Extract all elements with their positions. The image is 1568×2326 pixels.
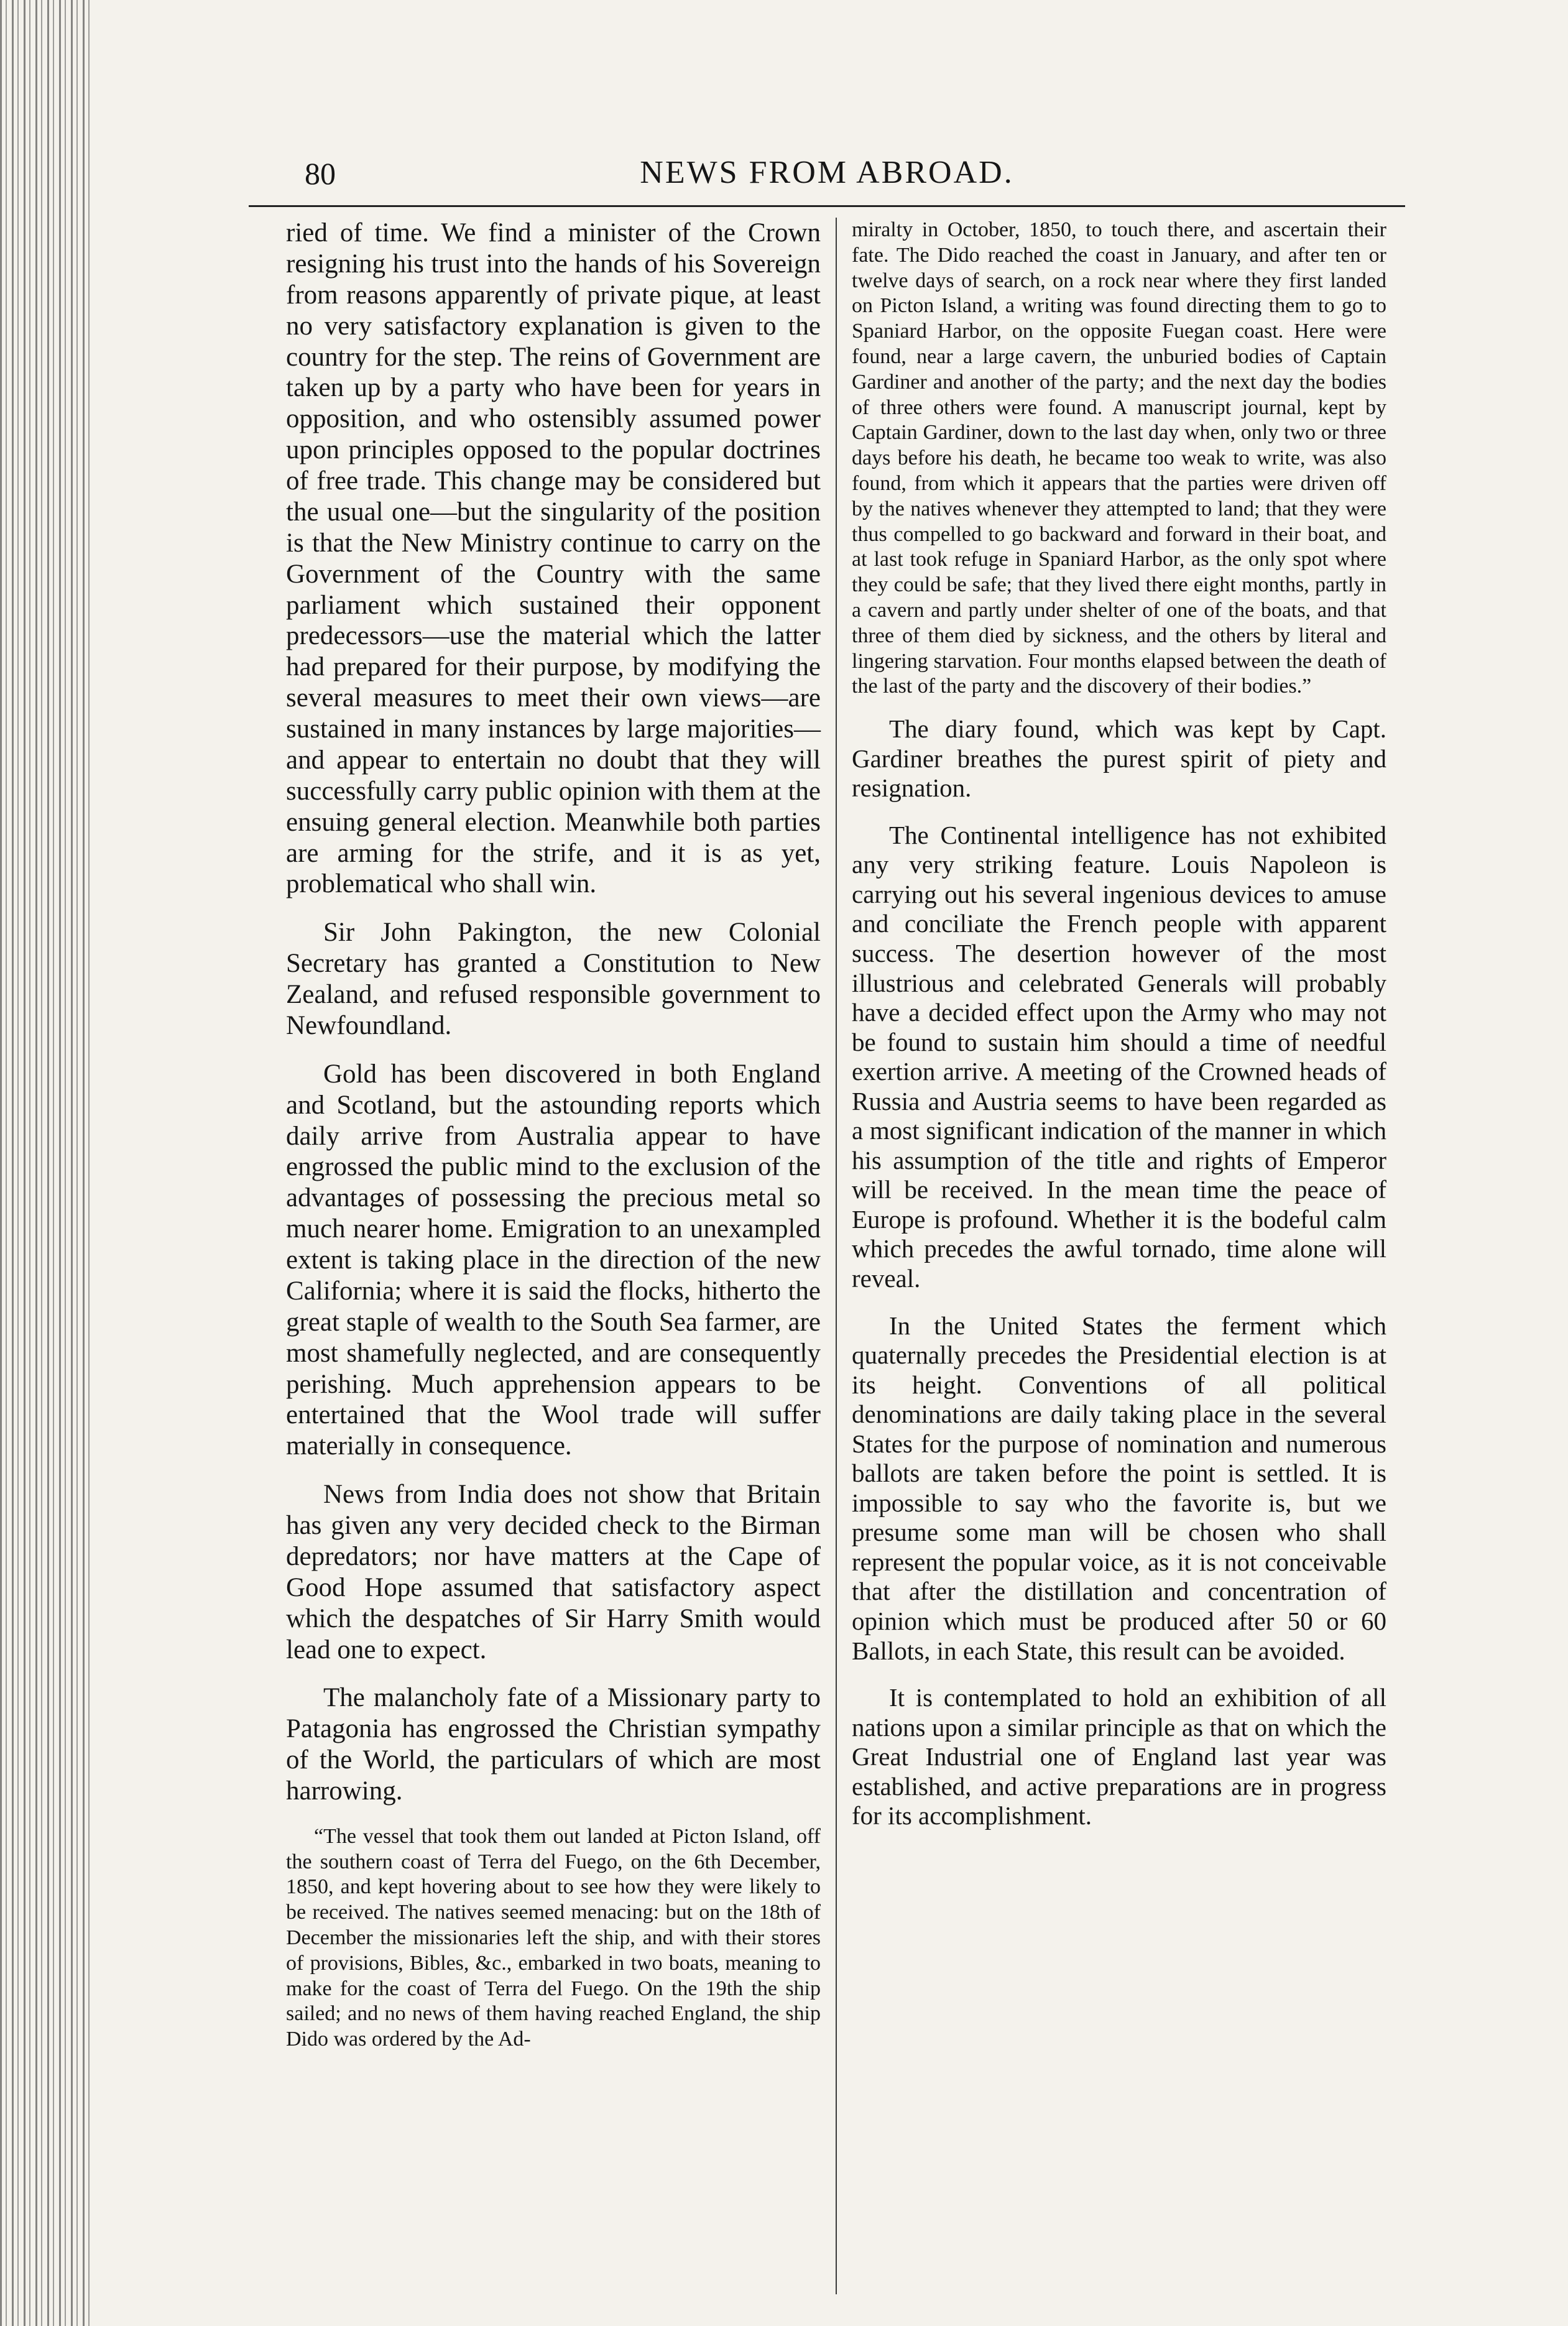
paragraph: Gold has been discovered in both England and Scotland, but the astounding reports which daily arrive from Australia appear to have engrossed the public mind to the exclusion of the advantages of possessing the precious metal so much nearer home. Emigration to an unexampled extent is taking place in the direction of the new California; where it is said the flocks, hitherto the great staple of wealth to the South Sea farmer, are most shamefully neglected, and are consequently perishing. Much apprehension appears to be entertained that the Wool trade will suffer materially in consequence.: [286, 1059, 821, 1461]
paragraph: It is contemplated to hold an exhibition of all nations upon a similar principle as that on which the Great Industrial one of England last year was established, and active preparations are in progress for its accomplishment.: [852, 1683, 1386, 1830]
left-column: [286, 218, 836, 2294]
paragraph: Sir John Pakington, the new Colonial Secretary has granted a Constitution to New Zealand, and refused responsible government to Newfoundland.: [286, 918, 821, 1040]
block-quote: “The vessel that took them out landed at Picton Island, off the southern coast of Terra del Fuego, on the 6th December, 1850, and kept hovering about to see how they were likely to be received. The natives seemed menacing: but on the 18th of December the missionaries left the ship, and with their stores of provisions, Bibles, &c., embarked in two boats, meaning to make for the coast of Terra del Fuego. On the 19th the ship sailed; and no news of them having reached England, the ship Dido was ordered by the Ad-: [286, 1824, 821, 2051]
paragraph: The Continental intelligence has not exhibited any very striking feature. Louis Napoleon is carrying out his several ingenious devices to amuse and conciliate the French people with apparent success. The desertion however of the most illustrious and celebrated Generals will probably have a decided effect upon the Army who may not be found to sustain him should a time of needful exertion arrive. A meeting of the Crowned heads of Russia and Austria seems to have been regarded as a most significant indication of the manner in which his assumption of the title and rights of Emperor will be received. In the mean time the peace of Europe is profound. Whether it is the bodeful calm which precedes the awful tornado, time alone will reveal.: [852, 820, 1386, 1293]
right-column: [837, 218, 1386, 2294]
block-quote-continued: miralty in October, 1850, to touch there, and ascertain their fate. The Dido reached the coast in January, and after ten or twelve days of search, on a rock near where they first landed on Picton Island, a writing was found directing them to go to Spaniard Harbor, on the opposite Fuegan coast. Here were found, near a large cavern, the unburied bodies of Captain Gardiner and another of the party; and the next day the bodies of three others were found. A manuscript journal, kept by Captain Gardiner, down to the last day when, only two or three days before his death, he became too weak to write, was also found, from which it appears that the parties were driven off by the natives whenever they attempted to land; that they were thus compelled to go backward and forward in their boat, and at last took refuge in Spaniard Harbor, as the only spot where they could be safe; that they lived there eight months, partly in a cavern and partly under shelter of one of the boats, and that three of them died by sickness, and the others by literal and lingering starvation. Four months elapsed between the death of the last of the party and the discovery of their bodies.”: [852, 218, 1386, 698]
running-head: NEWS FROM ABROAD.: [640, 155, 1014, 190]
paragraph: The malancholy fate of a Missionary party to Patagonia has engrossed the Christian sympathy of the World, the particulars of which are most harrowing.: [286, 1683, 821, 1806]
page-number: 80: [305, 156, 336, 191]
page-header: [249, 143, 1405, 207]
paragraph: The diary found, which was kept by Capt. Gardiner breathes the purest spirit of piety and resignation.: [852, 714, 1386, 803]
paragraph: ried of time. We find a minister of the Crown resigning his trust into the hands of his Sovereign from reasons apparently of private pique, at least no very satisfactory explanation is given to the country for the step. The reins of Government are taken up by a party who have been for years in opposition, and who ostensibly assumed power upon principles opposed to the popular doctrines of free trade. This change may be considered but the usual one—but the singularity of the position is that the New Ministry continue to carry on the Government of the Country with the same parliament which sustained their opponent predecessors—use the material which the latter had prepared for their purpose, by modifying the several measures to meet their own views—are sustained in many instances by large majorities—and appear to entertain no doubt that they will successfully carry public opinion with them at the ensuing general election. Meanwhile both parties are arming for the strife, and it is as yet, problematical who shall win.: [286, 218, 821, 899]
page: [249, 143, 1405, 2294]
binding-edge: [0, 0, 93, 2326]
paragraph: In the United States the ferment which quaternally precedes the Presidential election is at its height. Conventions of all political denominations are daily taking place in the several States for the purpose of nomination and numerous ballots are taken before the point is settled. It is impossible to say who the favorite is, but we presume some man will be chosen who shall represent the popular voice, as it is not conceivable that after the distillation and concentration of opinion which must be produced after 50 or 60 Ballots, in each State, this result can be avoided.: [852, 1311, 1386, 1665]
paragraph: News from India does not show that Britain has given any very decided check to the Birman depredators; nor have matters at the Cape of Good Hope assumed that satisfactory aspect which the despatches of Sir Harry Smith would lead one to expect.: [286, 1480, 821, 1664]
article-columns: [286, 218, 1386, 2294]
